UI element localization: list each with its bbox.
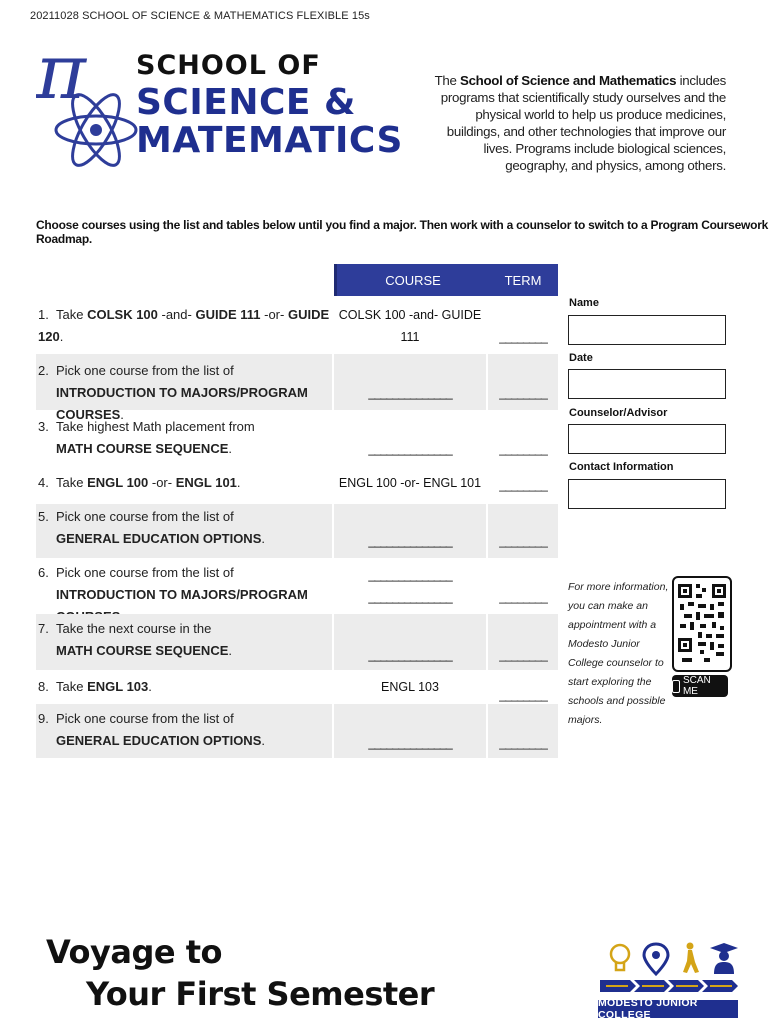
table-row — [36, 354, 558, 422]
table-row — [36, 614, 558, 670]
contact-label: Contact Information — [569, 461, 674, 473]
row-course-blank[interactable] — [334, 564, 486, 608]
row-description — [36, 472, 334, 494]
row-list-name: GENERAL EDUCATION OPTIONS — [56, 733, 262, 748]
counselor-label: Counselor/Advisor — [569, 407, 668, 419]
name-label: Name — [569, 297, 599, 309]
voyage-line-1: Voyage to — [46, 933, 222, 971]
row-course-code: COLSK 100 — [87, 307, 158, 322]
counselor-field[interactable] — [568, 424, 726, 454]
row-number: 1. — [38, 307, 49, 322]
row-number: 7. — [38, 621, 49, 636]
school-logo-text — [136, 52, 403, 159]
row-text: Take — [56, 475, 88, 490]
row-description: 2. Pick one course from the list of INTRODUCTION TO MAJORS/PROGRAM COURSES. — [36, 360, 334, 426]
voyage-line-2: Your First Semester — [86, 975, 435, 1013]
row-text: Pick one course from the list of — [56, 565, 234, 580]
table-row — [36, 410, 558, 466]
date-label: Date — [569, 352, 593, 364]
row-term-blank[interactable]: ________ — [499, 478, 547, 492]
course-line: ______________ — [368, 590, 452, 604]
row-term-blank[interactable]: ________ — [499, 330, 547, 344]
row-text: -or- — [148, 475, 176, 490]
course-line: ______________ — [368, 568, 452, 582]
row-course-code: ENGL 101 — [175, 475, 237, 490]
row-course-code: GUIDE 120 — [38, 307, 330, 344]
row-text: . — [148, 679, 152, 694]
row-text: . — [59, 329, 64, 344]
logo-line-2: SCIENCE & — [136, 82, 356, 123]
row-number: 2. — [38, 363, 49, 378]
college-name: MODESTO JUNIOR COLLEGE — [598, 1000, 738, 1018]
row-text: . — [236, 475, 241, 490]
row-course-code: ENGL 100 — [87, 475, 149, 490]
scan-me-label: SCAN ME — [682, 675, 711, 697]
pi-atom-logo-icon — [36, 30, 146, 180]
row-term-blank[interactable]: ________ — [499, 534, 547, 548]
name-field[interactable] — [568, 315, 726, 345]
row-description: 9. Pick one course from the list of GENERAL EDUCATION OPTIONS. — [36, 708, 334, 752]
row-term-blank[interactable]: ________ — [499, 648, 547, 662]
row-text: Take the next course in the — [56, 621, 212, 636]
table-row — [36, 298, 558, 354]
row-text: Take — [56, 679, 88, 694]
intro-lead: The — [434, 73, 460, 88]
row-course-blank[interactable]: ______________ — [368, 736, 452, 750]
row-course: ENGL 100 -or- ENGL 101 — [338, 476, 482, 490]
row-number: 8. — [38, 679, 49, 694]
row-number: 9. — [38, 711, 49, 726]
table-header-course: COURSE — [334, 264, 491, 296]
row-term-blank[interactable]: ________ — [499, 736, 547, 750]
row-text: Take — [56, 307, 88, 322]
row-number: 5. — [38, 509, 49, 524]
phone-icon — [672, 680, 680, 693]
row-list-name: INTRODUCTION TO MAJORS/PROGRAM COURSES — [56, 385, 308, 422]
row-course-blank[interactable]: ______________ — [368, 386, 452, 400]
intro-paragraph — [426, 72, 726, 174]
intro-bold: School of Science and Mathematics — [460, 73, 677, 88]
row-number: 3. — [38, 419, 49, 434]
intro-rest: includes programs that scientifically study ourselves and the physical world to help us produce medicines, buildings, and other technologies that improve our lives. Programs include biological sciences, geography, and physics, among others. — [440, 73, 726, 173]
row-description: 3. Take highest Math placement from MATH COURSE SEQUENCE. — [36, 416, 334, 460]
contact-field[interactable] — [568, 479, 726, 509]
row-term-blank[interactable]: ________ — [499, 688, 547, 702]
more-info-text: For more information, you can make an appointment with a Modesto Junior College counselor to start exploring the schools and possible majors. — [568, 581, 669, 726]
voyage-title — [46, 933, 435, 1013]
row-text: Take highest Math placement from — [56, 419, 255, 434]
row-term-blank[interactable]: ________ — [499, 590, 547, 604]
row-number: 4. — [38, 475, 49, 490]
course-line: COLSK 100 -and- GUIDE 111 — [338, 308, 482, 344]
row-text: -and- — [157, 307, 196, 322]
row-description — [36, 676, 334, 698]
row-text: -or- — [260, 307, 288, 322]
table-row — [36, 466, 558, 504]
row-list-name: INTRODUCTION TO MAJORS/PROGRAM — [56, 587, 308, 602]
row-text: Pick one course from the list of — [56, 711, 234, 726]
document-id-header: 20211028 SCHOOL OF SCIENCE & MATHEMATICS FLEXIBLE 15s — [30, 10, 370, 22]
row-course-blank[interactable]: ______________ — [368, 648, 452, 662]
row-list-name: MATH COURSE SEQUENCE — [56, 441, 229, 456]
table-row — [36, 704, 558, 758]
row-course-code: GUIDE 111 — [195, 307, 261, 322]
row-course-code: ENGL 103 — [87, 679, 149, 694]
table-header-term: TERM — [488, 264, 558, 296]
row-term-blank[interactable]: ________ — [499, 442, 547, 456]
row-description: 5. Pick one course from the list of GENERAL EDUCATION OPTIONS. — [36, 506, 334, 550]
row-course-blank[interactable]: ______________ — [368, 534, 452, 548]
row-course-blank[interactable]: ______________ — [368, 442, 452, 456]
svg-text:π: π — [36, 30, 86, 116]
table-row — [36, 670, 558, 704]
date-field[interactable] — [568, 369, 726, 399]
row-term-blank[interactable]: ________ — [499, 386, 547, 400]
row-list-name: MATH COURSE SEQUENCE — [56, 643, 229, 658]
row-description: 7. Take the next course in the MATH COURSE SEQUENCE. — [36, 618, 334, 662]
row-list-name: GENERAL EDUCATION OPTIONS — [56, 531, 262, 546]
row-description — [36, 304, 334, 348]
table-row — [36, 504, 558, 558]
table-row — [36, 558, 558, 614]
row-text: Pick one course from the list of — [56, 363, 234, 378]
qr-code-icon[interactable] — [672, 576, 732, 672]
row-text: Pick one course from the list of — [56, 509, 234, 524]
logo-line-3: MATEMATICS — [136, 120, 403, 161]
instruction-text: Choose courses using the list and tables below until you find a major. Then work with a counselor to switch to a Program Coursework Roadmap. — [36, 218, 769, 246]
logo-line-1: SCHOOL OF — [136, 50, 321, 81]
scan-me-button[interactable] — [672, 675, 728, 697]
row-course: ENGL 103 — [381, 680, 439, 694]
row-number: 6. — [38, 565, 49, 580]
